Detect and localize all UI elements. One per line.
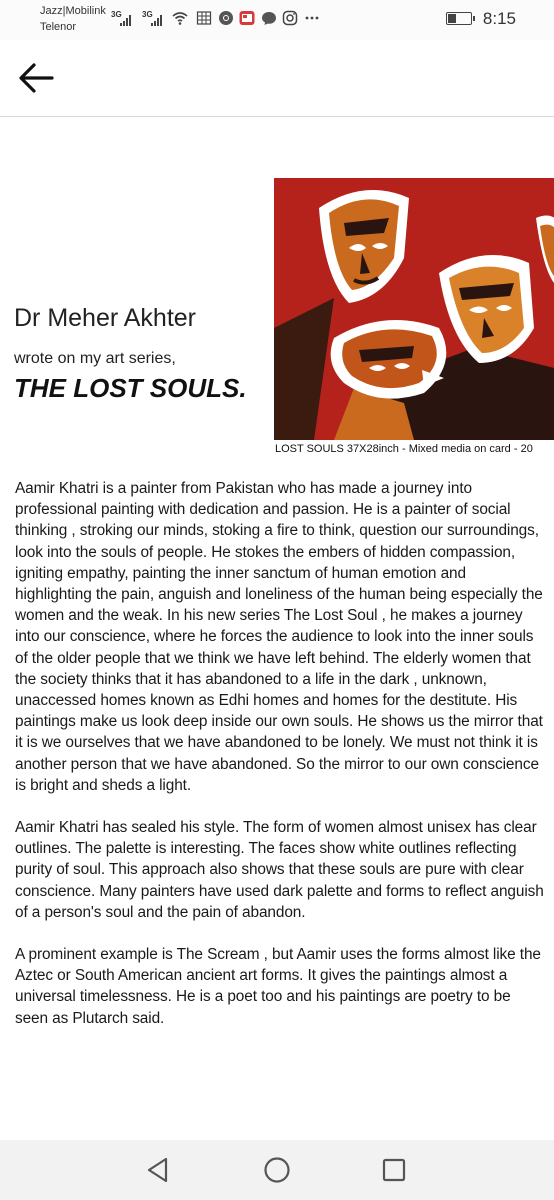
more-notifications-icon [304, 10, 320, 26]
nav-home-button[interactable] [261, 1154, 293, 1186]
article-paragraph: Aamir Khatri is a painter from Pakistan who has made a journey into professional painting with dedication and passion. He is a painter of social thinking , stroking our minds, stoking a fire to think, question our surroundings, look into the souls of people. He stokes the embers of hidden compassion, igniting empathy, painting the inner sanctum of human emotion and highlighting the pain, anguish and loneliness of the human being especially the women and the weak. In his new series The Lost Soul , he makes a journey into our conscience, where he forces the audience to look into the inner souls of the older people that we think we have left behind. The elderly women that the society thinks that it has abandoned to a life in the dark , unknown, unaccessed homes known as Edhi homes and homes for the destitute. His paintings make us look deep inside our own souls. He shows us the mirror that it is we ourselves that we have abandoned to be lonely. We must not think it is another person that we have abandoned. So the mirror to our own conscience is bright and sheds a light. [15, 480, 543, 794]
triangle-back-icon [142, 1154, 174, 1186]
arrow-left-icon [14, 58, 58, 98]
article-paragraph: A prominent example is The Scream , but Aamir uses the forms almost like the Aztec or South American ancient art forms. It gives the paintings almost a universal timelessness. He is a poet too and his paintings are poetry to be seen as Plutarch said. [15, 946, 541, 1027]
article-body [15, 478, 545, 1050]
instagram-icon [282, 10, 298, 26]
news-app-icon [239, 10, 255, 26]
nav-back-button[interactable] [142, 1154, 174, 1186]
app-toolbar [0, 40, 554, 117]
series-title: THE LOST SOULS. [14, 373, 247, 403]
wifi-icon [172, 10, 188, 26]
nav-recents-button[interactable] [378, 1154, 410, 1186]
painting-image[interactable] [274, 178, 554, 440]
clock: 8:15 [482, 9, 516, 28]
network-type-1: 3G [111, 10, 122, 19]
carrier-secondary: Telenor [40, 21, 77, 33]
image-caption: LOST SOULS 37X28inch - Mixed media on card - 20 [275, 443, 533, 455]
status-bar [0, 0, 554, 40]
messenger-icon [261, 10, 277, 26]
lost-souls-painting [274, 178, 554, 440]
circle-home-icon [261, 1154, 293, 1186]
carrier-primary: Jazz|Mobilink [40, 5, 106, 17]
system-nav-bar [0, 1140, 554, 1200]
chrome-icon [218, 10, 234, 26]
data-saver-icon [196, 10, 212, 26]
post-author: Dr Meher Akhter [14, 304, 197, 332]
network-type-2: 3G [142, 10, 153, 19]
post-intro: wrote on my art series, [14, 350, 176, 367]
battery-level [448, 14, 456, 23]
signal-strength-1-icon [120, 14, 131, 26]
article-paragraph: Aamir Khatri has sealed his style. The form of women almost unisex has clear outlines. The palette is interesting. The faces show white outlines reflecting purity of soul. This approach also shows that these souls are pure with clear conscience. Many painters have used dark palette and forms to reflect anguish of a person's soul and the pain of abandon. [15, 819, 544, 921]
signal-strength-2-icon [151, 14, 162, 26]
square-recents-icon [378, 1154, 410, 1186]
battery-icon [446, 12, 472, 25]
back-button[interactable] [14, 58, 58, 98]
carrier-info [40, 3, 106, 35]
